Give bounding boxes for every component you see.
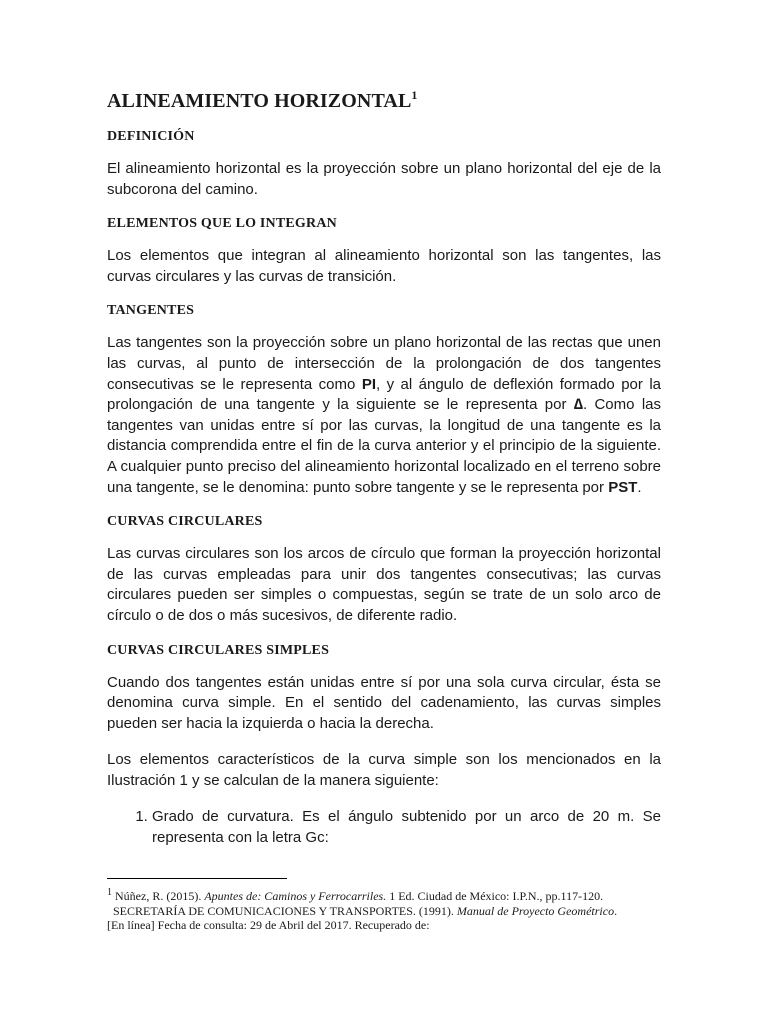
tangentes-text-4: . xyxy=(637,478,642,496)
footnotes xyxy=(107,886,667,933)
pst-symbol: PST xyxy=(608,478,638,496)
footnote-text: Núñez, R. (2015). xyxy=(112,889,205,903)
delta-symbol: ∆ xyxy=(573,396,583,414)
heading-curvas-circulares: CURVAS CIRCULARES xyxy=(107,514,263,530)
footnote-mark: 1 xyxy=(107,887,112,898)
paragraph-tangentes xyxy=(107,333,661,498)
list-item: 1. Grado de curvatura. Es el ángulo subtenido por un arco de 20 m. Se representa con la letra Gc: xyxy=(152,807,661,848)
footnote-manual-title: Manual de Proyecto Geométrico xyxy=(456,903,615,918)
footnote-line-3: [En línea] Fecha de consulta: 29 de Abril del 2017. Recuperado de: xyxy=(107,918,430,932)
footnote-line-1 xyxy=(107,886,667,904)
footnote-text: . xyxy=(614,903,618,918)
footnote-divider xyxy=(107,878,287,879)
tangentes-text-3: . Como las tangentes van unidas entre sí por las curvas, la longitud de una tangente es la distancia comprendida entre el fin de la curva anterior y el principio de la siguiente. A cualquier punto preciso del alineamiento horizontal localizado en el terreno sobre una tangente, se le denomina: punto sobre tangente y se le representa por xyxy=(107,396,661,496)
heading-elementos: ELEMENTOS QUE LO INTEGRAN xyxy=(107,216,337,232)
paragraph-curvas-simples-1: Cuando dos tangentes están unidas entre sí por una sola curva circular, ésta se denomina curva simple. En el sentido del cadenamiento, las curvas simples pueden ser hacia la izquierda o hacia la derecha. xyxy=(107,673,661,732)
paragraph-elementos: Los elementos que integran al alineamiento horizontal son las tangentes, las curvas circulares y las curvas de transición. xyxy=(107,247,661,285)
heading-definicion: DEFINICIÓN xyxy=(107,129,195,144)
page-title xyxy=(107,90,661,113)
tangentes-text-2: , y al ángulo de deflexión formado por la prolongación de una tangente y la siguiente se le representa por xyxy=(107,375,661,414)
title-footnote-mark[interactable]: 1 xyxy=(411,88,418,102)
footnote-line-2 xyxy=(107,904,667,919)
footnote-text: 1 Ed. Ciudad de México: I.P.N., pp.117-120. xyxy=(386,889,604,903)
paragraph-curvas-circulares: Las curvas circulares son los arcos de círculo que forman la proyección horizontal de las curvas empleadas para unir dos tangentes consecutivas; las curvas circulares pueden ser simples o compuestas, según se trate de un solo arco de círculo o de dos o más sucesivos, de diferente radio. xyxy=(107,545,661,624)
footnote-book-title: Apuntes de: Caminos y Ferrocarriles. xyxy=(204,889,387,903)
heading-tangentes: TANGENTES xyxy=(107,303,195,319)
tangentes-text-1: Las tangentes son la proyección sobre un plano horizontal de las rectas que unen las curvas, al punto de intersección de la prolongación de dos tangentes consecutivas se le representa como xyxy=(107,334,661,393)
numbered-list xyxy=(107,807,661,848)
paragraph-curvas-simples-2: Los elementos característicos de la curva simple son los mencionados en la Ilustración 1 y se calculan de la manera siguiente: xyxy=(107,751,661,789)
pi-symbol: PI xyxy=(361,375,376,393)
heading-curvas-simples: CURVAS CIRCULARES SIMPLES xyxy=(107,642,330,658)
paragraph-definicion: El alineamiento horizontal es la proyección sobre un plano horizontal del eje de la subcorona del camino. xyxy=(107,160,661,198)
footnote-text: SECRETARÍA DE COMUNICACIONES Y TRANSPORTES. (1991). xyxy=(113,903,457,918)
page-title-text: ALINEAMIENTO HORIZONTAL xyxy=(107,90,412,112)
